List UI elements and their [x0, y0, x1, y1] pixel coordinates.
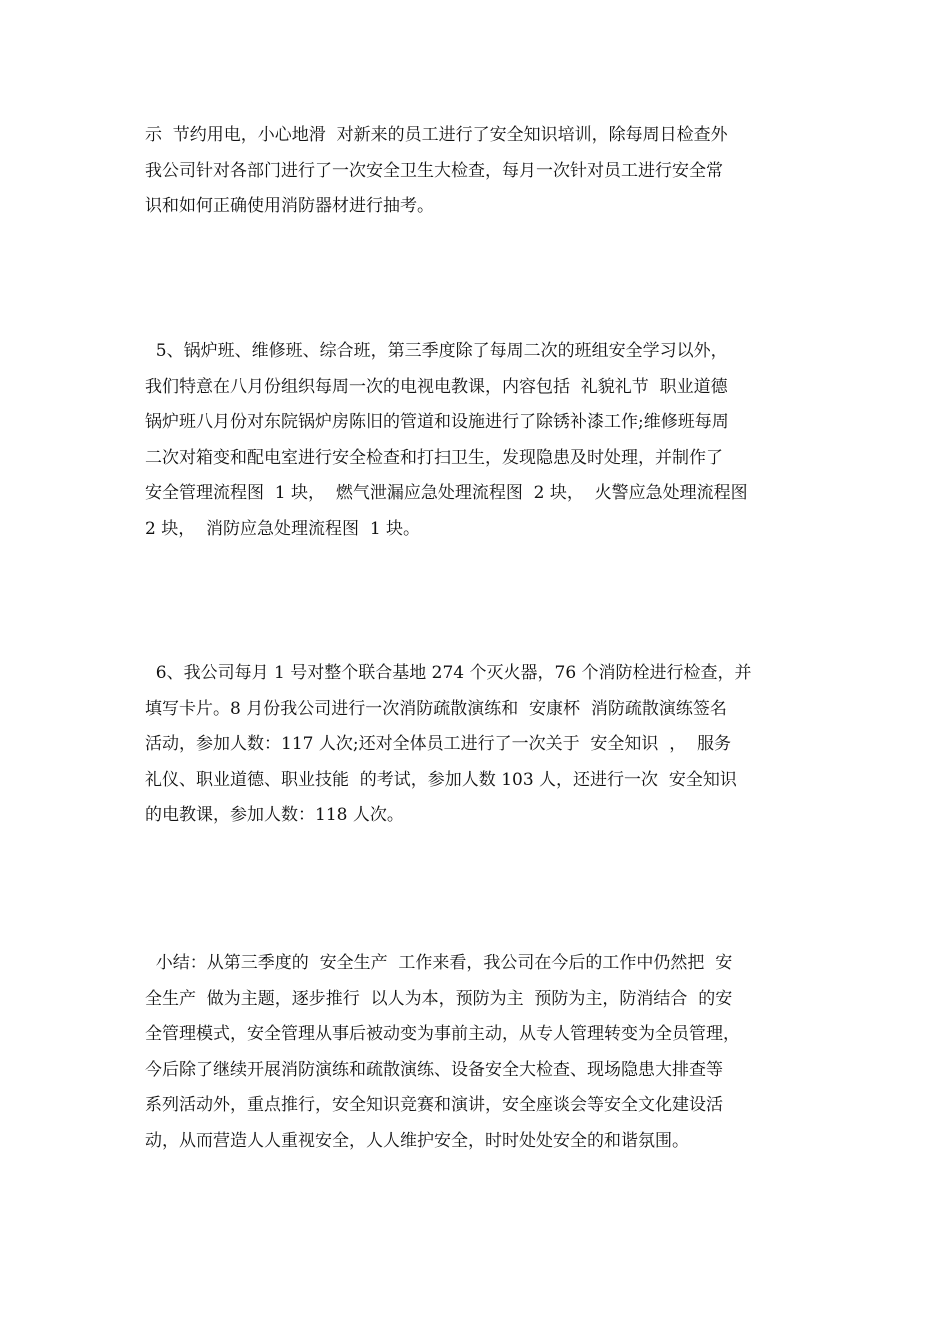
text-line: 系列活动外，重点推行，安全知识竞赛和演讲，安全座谈会等安全文化建设活	[145, 1095, 723, 1115]
paragraph-item-6	[145, 656, 810, 834]
text-line: 识和如何正确使用消防器材进行抽考。	[145, 196, 434, 216]
text-line: 动，从而营造人人重视安全，人人维护安全，时时处处安全的和谐氛围。	[145, 1130, 689, 1151]
text-line: 5、锅炉班、维修班、综合班，第三季度除了每周二次的班组安全学习以外，	[145, 341, 728, 361]
text-line: 活动，参加人数：117 人次;还对全体员工进行了一次关于 安全知识 ， 服务	[145, 734, 732, 754]
text-line: 锅炉班八月份对东院锅炉房陈旧的管道和设施进行了除锈补漆工作;维修班每周	[145, 412, 729, 432]
text-line: 填写卡片。8 月份我公司进行一次消防疏散演练和 安康杯 消防疏散演练签名	[145, 698, 727, 719]
paragraph-summary	[145, 946, 810, 1159]
text-line: 二次对箱变和配电室进行安全检查和打扫卫生，发现隐患及时处理，并制作了	[145, 447, 723, 468]
text-line: 的电教课，参加人数：118 人次。	[145, 805, 404, 825]
text-line: 2 块， 消防应急处理流程图 1 块。	[145, 518, 421, 539]
paragraph-safety-training	[145, 118, 810, 225]
paragraph-item-5	[145, 334, 810, 547]
text-line: 安全管理流程图 1 块， 燃气泄漏应急处理流程图 2 块， 火警应急处理流程图	[145, 483, 748, 503]
text-line: 小结：从第三季度的 安全生产 工作来看，我公司在今后的工作中仍然把 安	[145, 953, 733, 973]
text-line: 全管理模式，安全管理从事后被动变为事前主动，从专人管理转变为全员管理，	[145, 1024, 740, 1044]
text-line: 6、我公司每月 1 号对整个联合基地 274 个灭火器，76 个消防栓进行检查，并	[145, 663, 752, 683]
text-line: 示 节约用电，小心地滑 对新来的员工进行了安全知识培训，除每周日检查外	[145, 125, 728, 145]
text-line: 我们特意在八月份组织每周一次的电视电教课，内容包括 礼貌礼节 职业道德	[145, 376, 728, 397]
text-line: 礼仪、职业道德、职业技能 的考试，参加人数 103 人，还进行一次 安全知识	[145, 769, 737, 790]
text-line: 全生产 做为主题，逐步推行 以人为本，预防为主 预防为主，防消结合 的安	[145, 988, 733, 1009]
text-line: 我公司针对各部门进行了一次安全卫生大检查，每月一次针对员工进行安全常	[145, 160, 723, 181]
text-line: 今后除了继续开展消防演练和疏散演练、设备安全大检查、现场隐患大排查等	[145, 1059, 723, 1080]
